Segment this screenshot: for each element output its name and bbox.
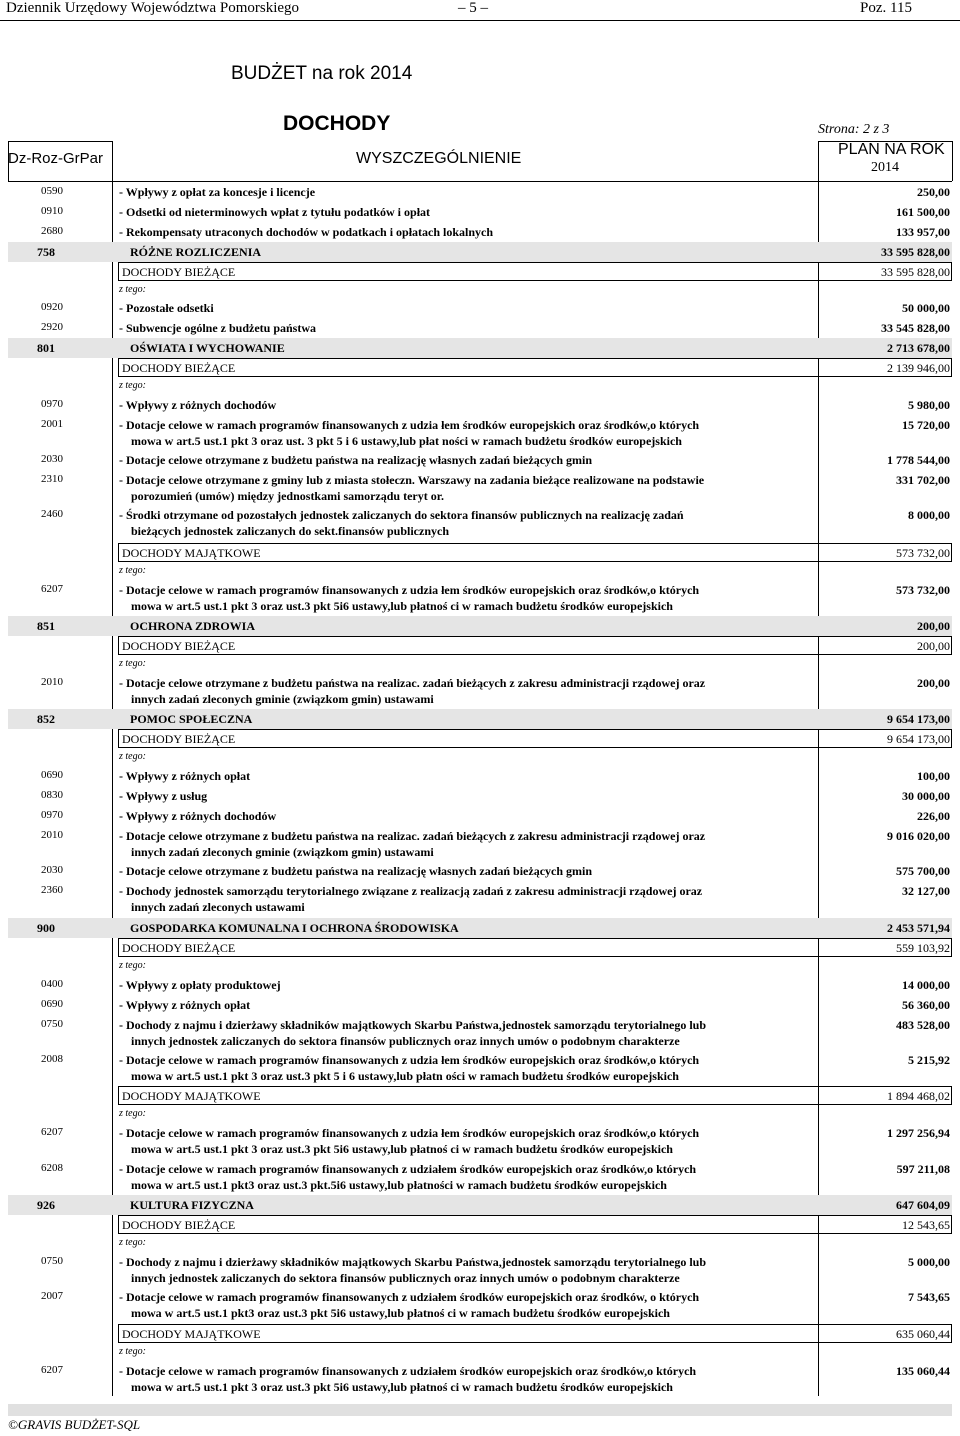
plan-amount: 1 778 544,00: [887, 453, 950, 467]
description-line: - Dotacje celowe otrzymane z budżetu państwa na realizac. zadań bieżących z zakresu administracji rządowej oraz: [119, 829, 706, 843]
breakdown-row: [0, 282, 960, 299]
table-row: [0, 1159, 960, 1194]
description-line-2: bieżących jednostek zaliczanych do sekt.finansów publicznych: [131, 524, 450, 538]
description-line: - Dochody z najmu i dzierżawy składników majątkowych Skarbu Państwa,jednostek samorządu terytorialnego lub: [119, 1018, 707, 1032]
section-row: [8, 242, 952, 262]
plan-amount: 2 713 678,00: [887, 341, 950, 355]
description-line: DOCHODY MAJĄTKOWE: [122, 1327, 261, 1341]
row-description: [130, 920, 830, 936]
plan-amount: 1 894 468,02: [887, 1089, 950, 1103]
row-description: [119, 863, 819, 879]
subtotal-frame: [118, 262, 952, 281]
breakdown-label: z tego:: [119, 1346, 146, 1357]
plan-amount: 15 720,00: [902, 418, 950, 432]
description-line: DOCHODY BIEŻĄCE: [122, 361, 236, 375]
classification-code: 6207: [41, 583, 63, 595]
section-title: DOCHODY: [283, 112, 391, 135]
classification-code: 2030: [41, 453, 63, 465]
breakdown-label: z tego:: [119, 960, 146, 971]
row-description: [119, 417, 819, 449]
row-description: [130, 711, 830, 727]
classification-code: 2001: [41, 418, 63, 430]
plan-amount: 200,00: [917, 676, 950, 690]
plan-amount: 635 060,44: [896, 1327, 950, 1341]
breakdown-row: [0, 1344, 960, 1361]
breakdown-row: [0, 378, 960, 395]
classification-code: 2360: [41, 884, 63, 896]
row-description: [119, 1017, 819, 1049]
classification-code: 2030: [41, 864, 63, 876]
row-description: [119, 1125, 819, 1157]
row-description: [119, 184, 819, 200]
description-line: - Subwencje ogólne z budżetu państwa: [119, 321, 317, 335]
footer-bar: [8, 1404, 952, 1416]
row-description: [119, 1289, 819, 1321]
table-row: [0, 861, 960, 881]
subtotal-frame: [118, 358, 952, 377]
table-row: [0, 450, 960, 470]
classification-code: 2680: [41, 225, 63, 237]
table-row: [0, 470, 960, 505]
description-line: - Dochody z najmu i dzierżawy składników majątkowych Skarbu Państwa,jednostek samorządu terytorialnego lub: [119, 1255, 707, 1269]
description-line: - Dotacje celowe otrzymane z budżetu państwa na realizac. zadań bieżących z zakresu administracji rządowej oraz: [119, 676, 706, 690]
breakdown-row: [0, 563, 960, 580]
classification-code: 0690: [41, 769, 63, 781]
plan-amount: 1 297 256,94: [887, 1126, 950, 1140]
table-row: [0, 1252, 960, 1287]
table-row: [0, 298, 960, 318]
description-line: - Dotacje celowe w ramach programów finansowanych z udzia łem środków europejskich oraz środków,o których: [119, 1126, 700, 1140]
plan-amount: 100,00: [917, 769, 950, 783]
plan-amount: 9 016 020,00: [887, 829, 950, 843]
row-description: [119, 1161, 819, 1193]
description-line: - Wpływy z opłaty produktowej: [119, 978, 281, 992]
plan-amount: 573 732,00: [896, 583, 950, 597]
description-line: - Dotacje celowe w ramach programów finansowanych z udziałem środków europejskich oraz środków,o których: [119, 1162, 697, 1176]
description-line: DOCHODY BIEŻĄCE: [122, 639, 236, 653]
row-description: [130, 340, 830, 356]
classification-code: 851: [37, 619, 55, 633]
breakdown-row: [0, 749, 960, 766]
row-description: [119, 397, 819, 413]
subtotal-frame: [118, 729, 952, 748]
table-row: [0, 318, 960, 338]
plan-amount: 2 453 571,94: [887, 921, 950, 935]
row-description: [119, 507, 819, 539]
classification-code: 801: [37, 341, 55, 355]
row-description: [119, 320, 819, 336]
description-line: - Dochody jednostek samorządu terytorialnego związane z realizacją zadań z zakresu administracji rządowej oraz: [119, 884, 703, 898]
row-description: [119, 977, 819, 993]
column-plan-header: PLAN NA ROK: [838, 141, 945, 158]
description-line-2: innych zadań zleconych gminie (związkom gmin) ustawami: [131, 692, 434, 706]
description-line: - Pozostałe odsetki: [119, 301, 214, 315]
plan-amount: 56 360,00: [902, 998, 950, 1012]
description-line: - Rekompensaty utraconych dochodów w podatkach i opłatach lokalnych: [119, 225, 494, 239]
description-line-2: innych zadań zleconych gminie (związkom gmin) ustawami: [131, 845, 434, 859]
plan-amount: 5 980,00: [908, 398, 950, 412]
plan-amount: 30 000,00: [902, 789, 950, 803]
plan-amount: 135 060,44: [896, 1364, 950, 1378]
plan-amount: 250,00: [917, 185, 950, 199]
description-line: - Środki otrzymane od pozostałych jednostek zaliczanych do sektora finansów publicznych na realizację zadań: [119, 508, 684, 522]
table-row: [0, 395, 960, 415]
row-description: [119, 452, 819, 468]
table-row: [0, 182, 960, 202]
plan-amount: 32 127,00: [902, 884, 950, 898]
classification-code: 0830: [41, 789, 63, 801]
description-line-2: innych zadań zleconych ustawami: [131, 900, 305, 914]
plan-amount: 226,00: [917, 809, 950, 823]
row-description: [119, 883, 819, 915]
description-line: POMOC SPOŁECZNA: [130, 712, 253, 726]
description-line: OCHRONA ZDROWIA: [130, 619, 256, 633]
row-description: [119, 675, 819, 707]
plan-amount: 331 702,00: [896, 473, 950, 487]
classification-code: 0910: [41, 205, 63, 217]
column-code-header: Dz-Roz-GrPar: [8, 150, 104, 167]
description-line: RÓŻNE ROZLICZENIA: [130, 245, 262, 259]
row-description: [119, 472, 819, 504]
classification-code: 758: [37, 245, 55, 259]
classification-code: 0400: [41, 978, 63, 990]
description-line: - Odsetki od nieterminowych wpłat z tytułu podatków i opłat: [119, 205, 431, 219]
plan-amount: 573 732,00: [896, 546, 950, 560]
journal-title: Dziennik Urzędowy Województwa Pomorskiego: [6, 0, 300, 16]
budget-title: BUDŻET na rok 2014: [231, 63, 413, 84]
table-row: [0, 881, 960, 916]
table-row: [0, 995, 960, 1015]
table-row: [0, 505, 960, 540]
description-line: - Dotacje celowe w ramach programów finansowanych z udziałem środków europejskich oraz środków, o których: [119, 1290, 700, 1304]
row-description: [130, 618, 830, 634]
plan-amount: 8 000,00: [908, 508, 950, 522]
page-counter-value: 2 z 3: [862, 122, 890, 137]
description-line: - Wpływy z różnych dochodów: [119, 809, 277, 823]
plan-amount: 9 654 173,00: [887, 712, 950, 726]
description-line-2: innych jednostek zaliczanych do sektora finansów publicznych oraz innych umów o podobnym charakterze: [131, 1034, 680, 1048]
description-line: - Wpływy z różnych dochodów: [119, 398, 277, 412]
description-line: - Dotacje celowe otrzymane z budżetu państwa na realizację własnych zadań bieżących gmin: [119, 453, 593, 467]
description-line: - Dotacje celowe w ramach programów finansowanych z udzia łem środków europejskich oraz środków,o których: [119, 1053, 700, 1067]
classification-code: 2007: [41, 1290, 63, 1302]
description-line: DOCHODY MAJĄTKOWE: [122, 546, 261, 560]
classification-code: 926: [37, 1198, 55, 1212]
description-line-2: mowa w art.5 ust.1 pkt 3 oraz ust.3 pkt 5i6 ustawy,lub płatnoś ci w ramach budżetu środków europejskich: [131, 1142, 673, 1156]
subtotal-frame: [118, 1086, 952, 1105]
row-description: [119, 1254, 819, 1286]
table-row: [0, 673, 960, 708]
table-row: [0, 826, 960, 861]
breakdown-label: z tego:: [119, 284, 146, 295]
section-row: [8, 616, 952, 636]
table-row: [0, 766, 960, 786]
footer-credit: ©GRAVIS BUDŻET-SQL: [8, 1417, 141, 1432]
description-line: GOSPODARKA KOMUNALNA I OCHRONA ŚRODOWISKA: [130, 921, 459, 935]
plan-amount: 9 654 173,00: [887, 732, 950, 746]
subtotal-frame: [118, 1324, 952, 1343]
table-row: [0, 975, 960, 995]
plan-amount: 12 543,65: [902, 1218, 950, 1232]
row-description: [130, 244, 830, 260]
description-line: KULTURA FIZYCZNA: [130, 1198, 254, 1212]
row-description: [130, 1197, 830, 1213]
table-row: [0, 222, 960, 242]
classification-code: 2460: [41, 508, 63, 520]
plan-amount: 200,00: [917, 639, 950, 653]
classification-code: 6207: [41, 1126, 63, 1138]
row-description: [119, 788, 819, 804]
plan-amount: 5 215,92: [908, 1053, 950, 1067]
plan-amount: 2 139 946,00: [887, 361, 950, 375]
description-line: DOCHODY MAJĄTKOWE: [122, 1089, 261, 1103]
classification-code: 0970: [41, 809, 63, 821]
description-line: - Wpływy z różnych opłat: [119, 998, 251, 1012]
plan-amount: 200,00: [917, 619, 950, 633]
row-description: [119, 828, 819, 860]
classification-code: 0690: [41, 998, 63, 1010]
description-line-2: mowa w art.5 ust.1 pkt 3 oraz ust.3 pkt 5 i 6 ustawy,lub płatn ości w ramach budżetu środków europejskich: [131, 1069, 679, 1083]
description-line-2: mowa w art.5 ust.1 pkt 3 oraz ust.3 pkt 5i6 ustawy,lub płatnoś ci w ramach budżetu środków europejskich: [131, 599, 673, 613]
row-description: [119, 204, 819, 220]
plan-amount: 597 211,08: [896, 1162, 950, 1176]
row-description: [119, 997, 819, 1013]
classification-code: 0920: [41, 301, 63, 313]
plan-amount: 133 957,00: [896, 225, 950, 239]
description-line: - Dotacje celowe w ramach programów finansowanych z udziałem środków europejskich oraz środków,o których: [119, 1364, 697, 1378]
breakdown-label: z tego:: [119, 1237, 146, 1248]
table-row: [0, 580, 960, 615]
subtotal-frame: [118, 543, 952, 562]
description-line: - Dotacje celowe w ramach programów finansowanych z udzia łem środków europejskich oraz środków,o których: [119, 418, 700, 432]
plan-amount: 14 000,00: [902, 978, 950, 992]
description-line: OŚWIATA I WYCHOWANIE: [130, 341, 285, 355]
plan-amount: 33 595 828,00: [881, 265, 950, 279]
description-line: DOCHODY BIEŻĄCE: [122, 265, 236, 279]
table-row: [0, 786, 960, 806]
table-row: [0, 806, 960, 826]
description-line: DOCHODY BIEŻĄCE: [122, 941, 236, 955]
section-row: [8, 918, 952, 938]
plan-amount: 575 700,00: [896, 864, 950, 878]
breakdown-row: [0, 656, 960, 673]
breakdown-label: z tego:: [119, 658, 146, 669]
classification-code: 0590: [41, 185, 63, 197]
classification-code: 2010: [41, 676, 63, 688]
position-number: Poz. 115: [860, 0, 912, 16]
description-line: - Wpływy z usług: [119, 789, 208, 803]
breakdown-row: [0, 958, 960, 975]
description-line-2: mowa w art.5 ust.1 pkt3 oraz ust.3 pkt 5i6 ustawy,lub płatnoś ci w ramach budżetu środków europejskich: [131, 1306, 670, 1320]
classification-code: 900: [37, 921, 55, 935]
description-line: - Dotacje celowe w ramach programów finansowanych z udzia łem środków europejskich oraz środków,o których: [119, 583, 700, 597]
breakdown-row: [0, 1106, 960, 1123]
table-row: [0, 1015, 960, 1050]
table-row: [0, 415, 960, 450]
column-desc-header: WYSZCZEGÓLNIENIE: [356, 150, 522, 167]
row-description: [119, 1363, 819, 1395]
table-row: [0, 1050, 960, 1085]
subtotal-frame: [118, 938, 952, 957]
plan-amount: 7 543,65: [908, 1290, 950, 1304]
breakdown-label: z tego:: [119, 380, 146, 391]
classification-code: 6207: [41, 1364, 63, 1376]
column-year-header: 2014: [871, 160, 899, 175]
section-row: [8, 338, 952, 358]
classification-code: 2920: [41, 321, 63, 333]
classification-code: 0750: [41, 1018, 63, 1030]
description-line-2: porozumień (umów) między jednostkami samorządu teryt or.: [131, 489, 444, 503]
description-line-2: innych jednostek zaliczanych do sektora finansów publicznych oraz innych umów o podobnym charakterze: [131, 1271, 680, 1285]
plan-amount: 647 604,09: [896, 1198, 950, 1212]
subtotal-frame: [118, 1215, 952, 1234]
page-counter-label: Strona:: [818, 122, 860, 137]
table-row: [0, 1361, 960, 1396]
description-line: - Dotacje celowe otrzymane z budżetu państwa na realizację własnych zadań bieżących gmin: [119, 864, 593, 878]
breakdown-label: z tego:: [119, 565, 146, 576]
table-row: [0, 1287, 960, 1322]
description-line: - Dotacje celowe otrzymane z gminy lub z miasta stołeczn. Warszawy na zadania bieżące realizowane na podstawie: [119, 473, 705, 487]
plan-amount: 33 545 828,00: [881, 321, 950, 335]
plan-amount: 5 000,00: [908, 1255, 950, 1269]
row-description: [119, 582, 819, 614]
classification-code: 0750: [41, 1255, 63, 1267]
description-line: - Wpływy z opłat za koncesje i licencje: [119, 185, 316, 199]
plan-amount: 483 528,00: [896, 1018, 950, 1032]
description-line: - Wpływy z różnych opłat: [119, 769, 251, 783]
description-line: DOCHODY BIEŻĄCE: [122, 732, 236, 746]
description-line: DOCHODY BIEŻĄCE: [122, 1218, 236, 1232]
row-description: [119, 300, 819, 316]
row-description: [119, 768, 819, 784]
classification-code: 2310: [41, 473, 63, 485]
classification-code: 2008: [41, 1053, 63, 1065]
row-description: [119, 224, 819, 240]
row-description: [119, 808, 819, 824]
subtotal-frame: [118, 636, 952, 655]
page-number: – 5 –: [458, 0, 488, 16]
table-row: [0, 1123, 960, 1158]
breakdown-row: [0, 1235, 960, 1252]
plan-amount: 559 103,92: [896, 941, 950, 955]
breakdown-label: z tego:: [119, 1108, 146, 1119]
table-row: [0, 202, 960, 222]
description-line-2: mowa w art.5 ust.1 pkt 3 oraz ust. 3 pkt 5 i 6 ustawy,lub płat ności w ramach budżetu środków europejskich: [131, 434, 682, 448]
description-line-2: mowa w art.5 ust.1 pkt 3 oraz ust.3 pkt 5i6 ustawy,lub płatnoś ci w ramach budżetu środków europejskich: [131, 1380, 673, 1394]
classification-code: 2010: [41, 829, 63, 841]
description-line-2: mowa w art.5 ust.1 pkt3 oraz ust.3 pkt.5i6 ustawy,lub płatności w ramach budżetu środków europejskich: [131, 1178, 667, 1192]
plan-amount: 50 000,00: [902, 301, 950, 315]
section-row: [8, 709, 952, 729]
section-row: [8, 1195, 952, 1215]
classification-code: 6208: [41, 1162, 63, 1174]
classification-code: 0970: [41, 398, 63, 410]
plan-amount: 161 500,00: [896, 205, 950, 219]
breakdown-label: z tego:: [119, 751, 146, 762]
plan-amount: 33 595 828,00: [881, 245, 950, 259]
classification-code: 852: [37, 712, 55, 726]
row-description: [119, 1052, 819, 1084]
